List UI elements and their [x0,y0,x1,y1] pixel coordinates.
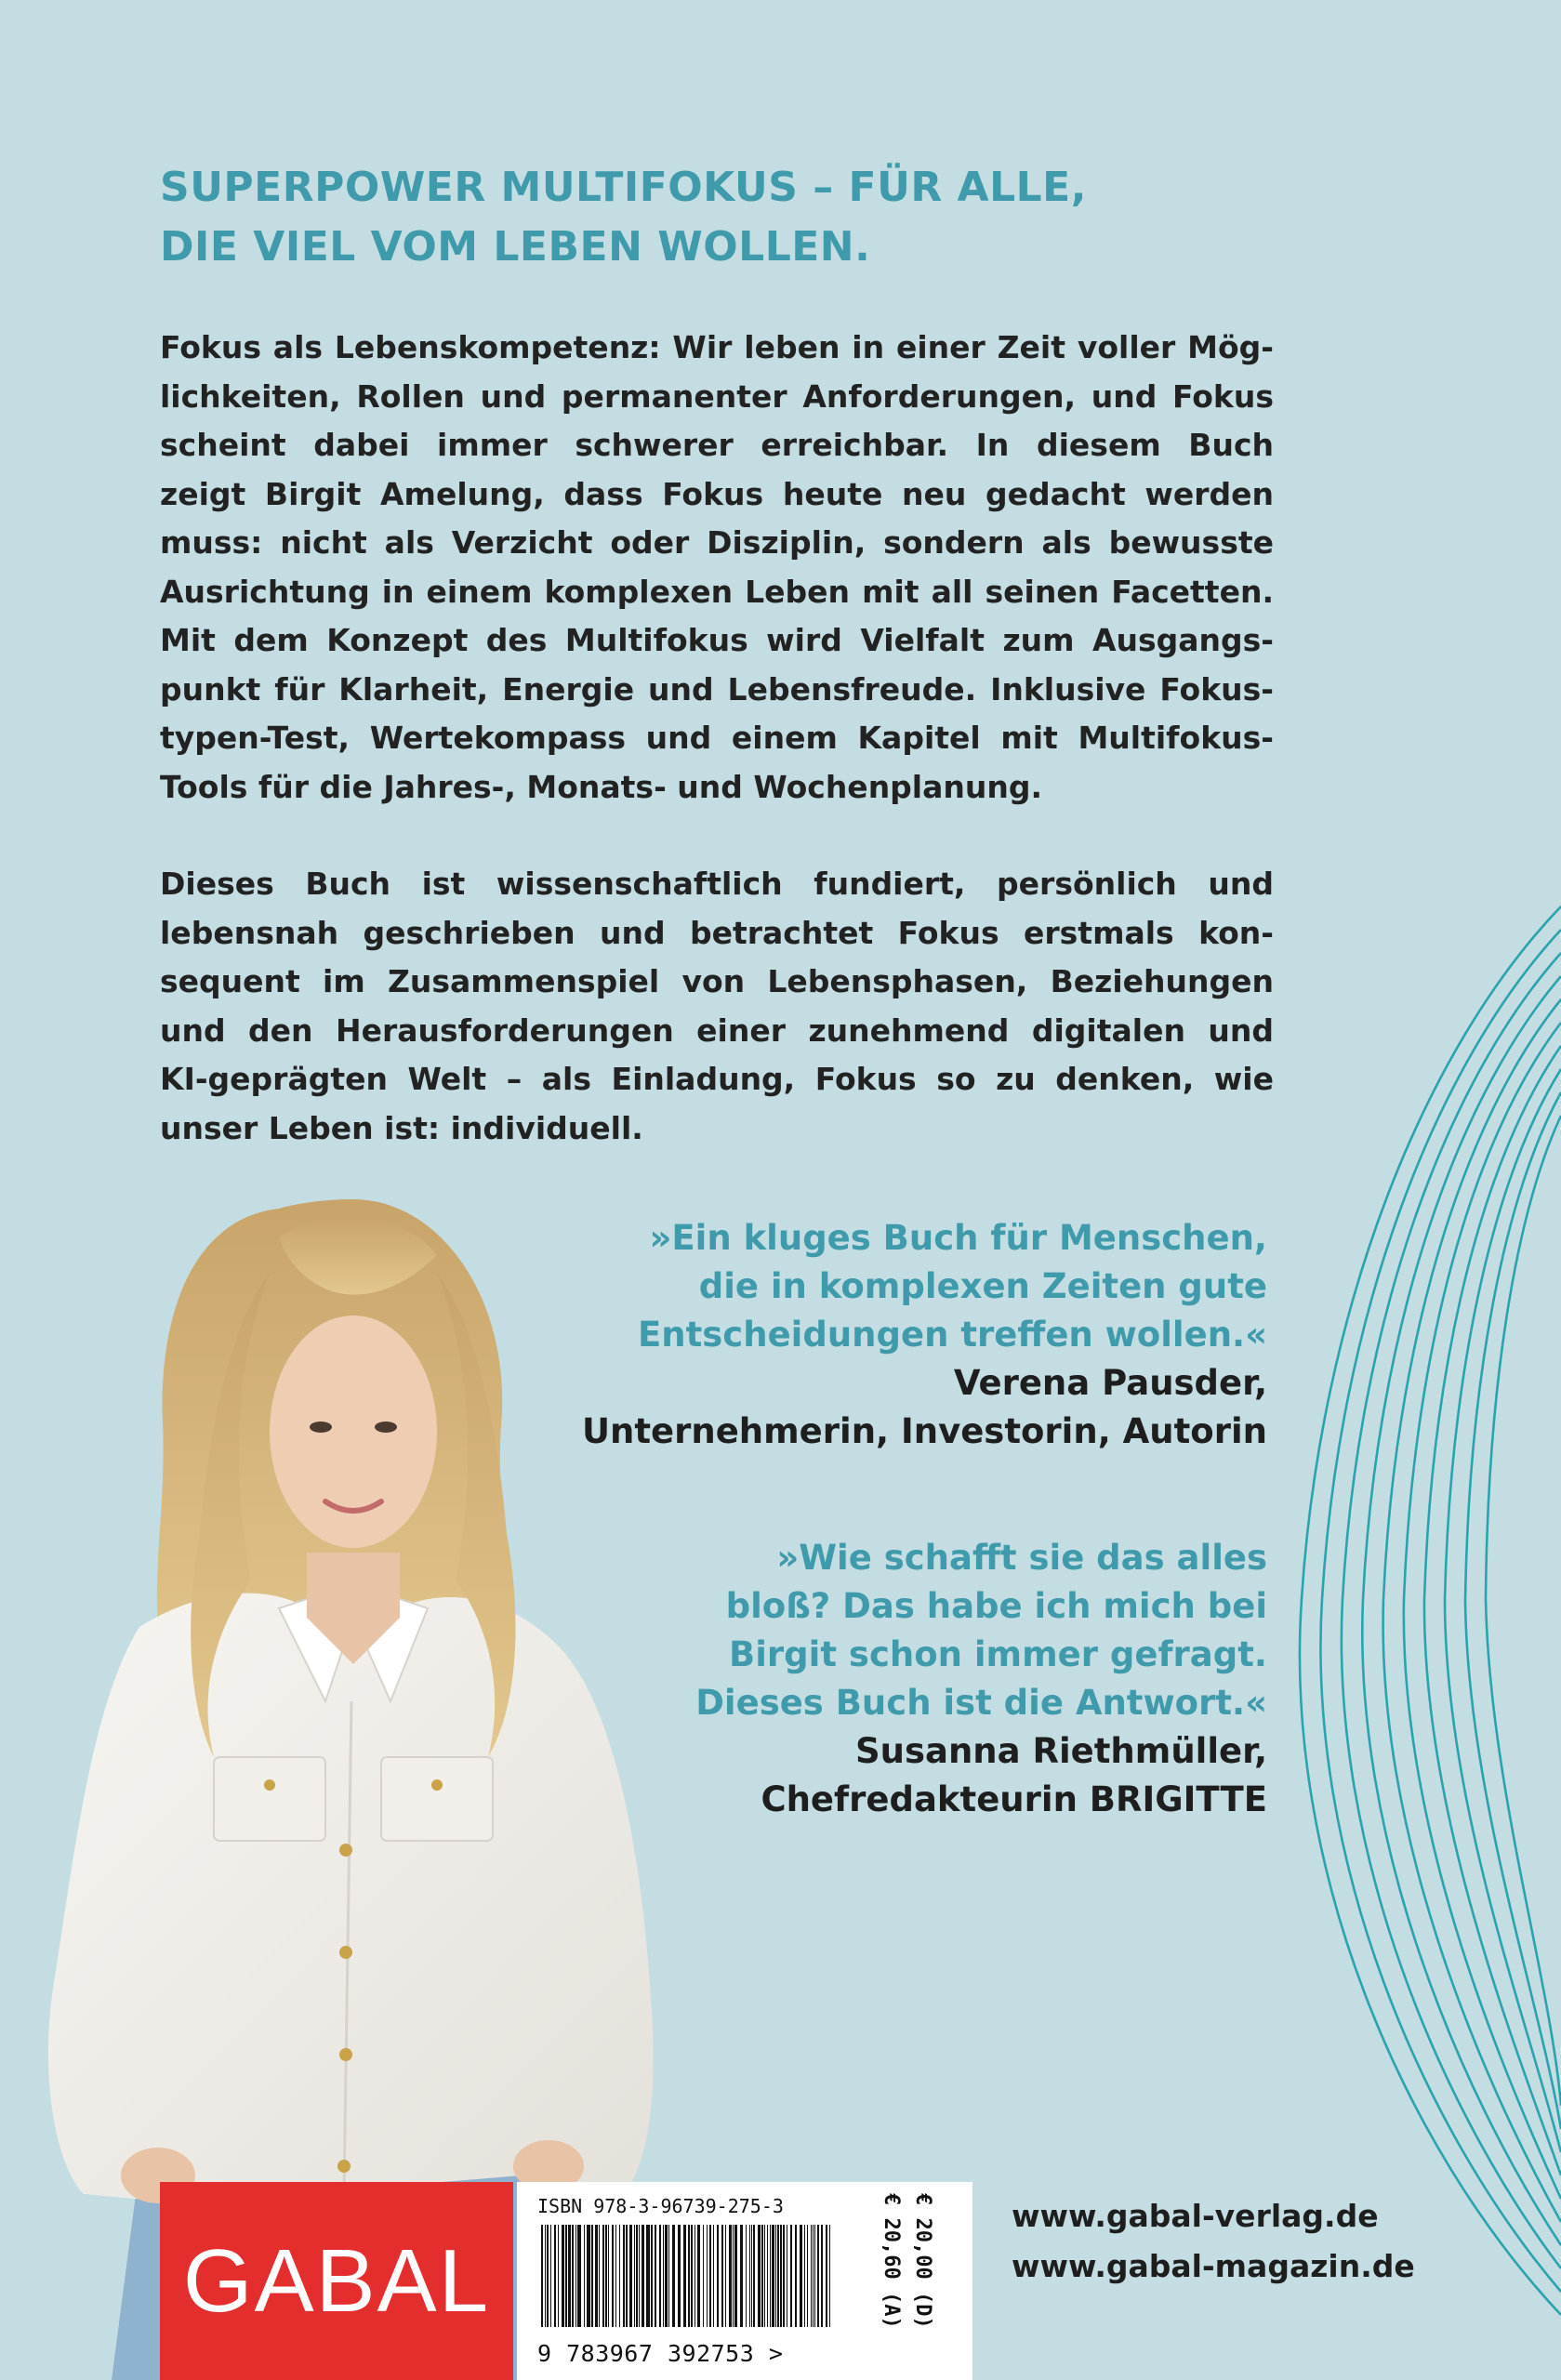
testimonial-quote-line: die in komplexen Zeiten gute [698,1266,1267,1306]
testimonial-quote-line: bloß? Das habe ich mich bei [725,1586,1267,1626]
barcode-bar [605,2225,607,2327]
website-link[interactable]: www.gabal-verlag.de [1012,2198,1379,2234]
testimonial-quote-line: Birgit schon immer gefragt. [729,1634,1267,1674]
description-line: Ausrichtung in einem komplexen Leben mit all seinen Facetten. [160,573,1274,610]
testimonial-2 [695,1534,1267,1824]
barcode-bar [751,2225,752,2327]
testimonial-quote-line: »Ein kluges Buch für Menschen, [649,1218,1267,1258]
barcode-bar [565,2225,567,2327]
barcode-bar [721,2225,723,2327]
barcode-bar [767,2225,768,2327]
barcode-bar [829,2225,830,2327]
headline-line-2: DIE VIEL VOM LEBEN WOLLEN. [160,223,871,271]
testimonial-author: Susanna Riethmüller, [854,1731,1267,1771]
isbn-label: ISBN 978-3-96739-275-3 [537,2195,784,2217]
price-germany: € 20,00 (D) [911,2193,934,2329]
barcode-bar [629,2225,632,2327]
price-column [870,2193,954,2370]
barcode-bar [811,2225,812,2327]
description-line: lebensnah geschrieben und betrachtet Fokus erstmals kon- [160,914,1274,951]
barcode-bar [814,2225,815,2327]
testimonial-role: Unternehmerin, Investorin, Autorin [581,1411,1267,1451]
description-line: typen-Test, Wertekompass und einem Kapitel mit Multifokus- [160,720,1274,756]
headline [160,158,1276,277]
barcode-bar [688,2225,690,2327]
barcode-bar [691,2225,693,2327]
barcode-bar [615,2225,616,2327]
testimonial-quote-line: Entscheidungen treffen wollen.« [637,1315,1267,1355]
description-line: KI-geprägten Welt – als Einladung, Fokus so zu denken, wie [160,1061,1274,1097]
barcode-bar [612,2225,614,2327]
barcode-bar [663,2225,664,2327]
barcode-bar [572,2225,574,2327]
barcode-bar [772,2225,774,2327]
barcode-bar [665,2225,668,2327]
testimonial-1 [582,1214,1267,1456]
description-line: muss: nicht als Verzicht oder Disziplin, sondern als bewusste [160,524,1274,561]
barcode-bar [568,2225,571,2327]
barcode-bar [764,2225,765,2327]
price-austria: € 20,60 (A) [880,2193,903,2329]
barcode-bar [550,2225,551,2327]
description-line: Dieses Buch ist wissenschaftlich fundiert, persönlich und [160,866,1274,902]
barcode-bar [807,2225,808,2327]
description-paragraph-2 [160,860,1274,1153]
barcode-bar [626,2225,628,2327]
barcode-bar [642,2225,644,2327]
website-link[interactable]: www.gabal-magazin.de [1012,2248,1415,2284]
barcode-bar [734,2225,737,2327]
barcode-bar [554,2225,556,2327]
barcode-bar [636,2225,638,2327]
barcode-bar [547,2225,549,2327]
testimonial-quote-line: Dieses Buch ist die Antwort.« [695,1683,1267,1723]
publisher-logo [160,2182,513,2380]
barcode-bar [740,2225,743,2327]
description-line: Fokus als Lebenskompetenz: Wir leben in einer Zeit voller Mög- [160,329,1274,365]
barcode-bar [717,2225,719,2327]
barcode-bar [804,2225,805,2327]
barcode-bar [746,2225,747,2327]
testimonial-role: Chefredakteurin BRIGITTE [761,1779,1267,1819]
barcode-bar [783,2225,785,2327]
barcode-bar [790,2225,792,2327]
publisher-logo-text: GABAL [182,2230,491,2331]
barcode-bars [537,2225,837,2336]
barcode-bar [753,2225,755,2327]
description-line: unser Leben ist: individuell. [160,1109,643,1146]
barcode-bar [697,2225,700,2327]
barcode-bar [795,2225,797,2327]
barcode-bar [683,2225,686,2327]
barcode-bar [729,2225,732,2327]
barcode-bar [599,2225,600,2327]
barcode-bar [623,2225,625,2327]
barcode-bar [659,2225,661,2327]
barcode-bar [608,2225,609,2327]
ean-digits: 9 783967 392753 > [537,2340,784,2367]
barcode-bar [587,2225,590,2327]
barcode-bar [634,2225,635,2327]
barcode-bar [639,2225,640,2327]
headline-line-1: SUPERPOWER MULTIFOKUS – FÜR ALLE, [160,164,1087,211]
barcode-bar [575,2225,576,2327]
barcode-area [517,2182,972,2380]
publisher-websites [1012,2191,1415,2292]
barcode-bar [733,2225,734,2327]
decorative-arcs [1283,892,1561,2334]
barcode-bar [545,2225,546,2327]
barcode-bar [577,2225,581,2327]
description-line: lichkeiten, Rollen und permanenter Anforderungen, und Fokus [160,377,1274,415]
barcode-bar [703,2225,704,2327]
barcode-bar [595,2225,598,2327]
barcode-bar [672,2225,675,2327]
description-line: und den Herausforderungen einer zunehmend digitalen und [160,1012,1274,1049]
barcode-bar [761,2225,763,2327]
testimonial-author: Verena Pausder, [953,1363,1267,1403]
barcode-bar [709,2225,711,2327]
description-line: punkt für Klarheit, Energie und Lebensfreude. Inklusive Fokus- [160,670,1274,707]
barcode-bar [651,2225,653,2327]
description-line: zeigt Birgit Amelung, dass Fokus heute neu gedacht werden [160,475,1274,512]
barcode-bar [584,2225,585,2327]
barcode-bar [646,2225,650,2327]
barcode-bar [619,2225,620,2327]
barcode-bar [562,2225,564,2327]
description-line: Mit dem Konzept des Multifokus wird Vielfalt zum Ausgangs- [160,622,1274,658]
barcode-bar [678,2225,681,2327]
barcode-bar [713,2225,714,2327]
barcode-bar [775,2225,776,2327]
barcode-bar [780,2225,782,2327]
barcode-bar [826,2225,827,2327]
barcode-bar [800,2225,802,2327]
barcode-bar [707,2225,708,2327]
barcode-bar [541,2225,543,2327]
barcode-bar [749,2225,750,2327]
description-paragraph-1 [160,324,1274,812]
description-line: scheint dabei immer schwerer erreichbar. In diesem Buch [160,427,1274,463]
barcode-bar [591,2225,593,2327]
testimonial-quote-line: »Wie schafft sie das alles [776,1538,1267,1578]
barcode-bar [602,2225,604,2327]
barcode-bar [817,2225,819,2327]
description-line: Tools für die Jahres-, Monats- und Wochenplanung. [160,768,1043,805]
barcode-bar [655,2225,656,2327]
barcode-bar [725,2225,726,2327]
barcode-bar [558,2225,559,2327]
barcode-bar [758,2225,761,2327]
barcode-bar [770,2225,771,2327]
description-line: sequent im Zusammenspiel von Lebensphasen, Beziehungen [160,963,1274,999]
barcode-bar [813,2225,814,2327]
barcode-bar [668,2225,669,2327]
barcode-bar [777,2225,779,2327]
barcode-bar [821,2225,823,2327]
